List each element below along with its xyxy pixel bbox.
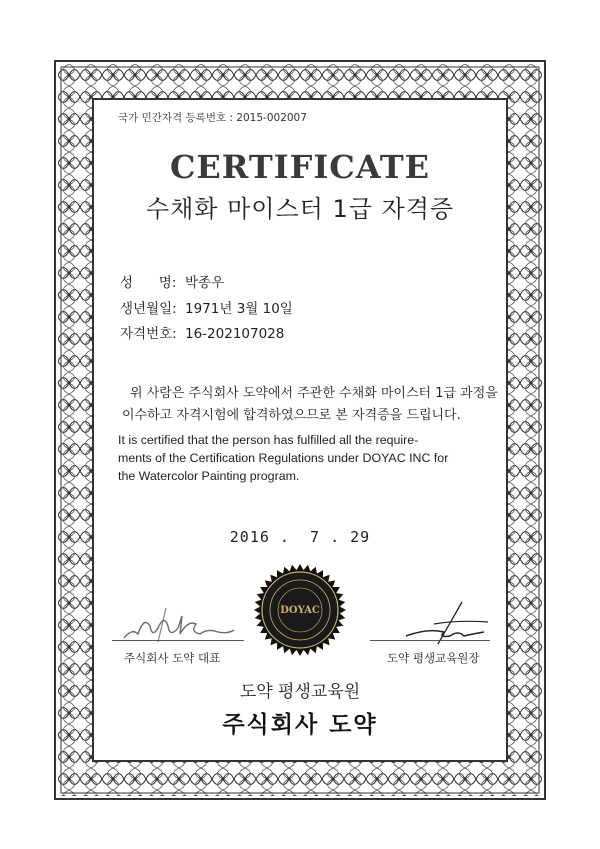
name-value: 박종우: [185, 275, 225, 291]
issuer-line-1: 도약 평생교육원: [239, 682, 361, 702]
seal-text: DOYAC: [280, 605, 320, 616]
field-name: [120, 271, 224, 291]
registration-number: 국가 민간자격 등록번호 : 2015-002007: [118, 112, 307, 124]
name-label: 성 명:: [120, 275, 177, 291]
field-birthdate: [120, 297, 293, 317]
signature-left: [118, 598, 238, 646]
issuer-line-2: 주식회사 도약: [222, 712, 378, 738]
signature-line-right: [370, 640, 490, 641]
title-english: CERTIFICATE: [169, 148, 431, 186]
body-english: [118, 431, 518, 485]
signature-label-right: 도약 평생교육원장: [387, 651, 480, 665]
title-korean: 수채화 마이스터 1급 자격증: [145, 195, 455, 223]
body-english-line: the Watercolor Painting program.: [118, 469, 300, 483]
birth-label: 생년월일:: [120, 301, 177, 317]
body-english-line: It is certified that the person has fulfilled all the require-: [118, 433, 419, 447]
cert-value: 16-202107028: [185, 326, 285, 342]
birth-value: 1971년 3월 10일: [185, 301, 293, 317]
issue-date: 2016 . 7 . 29: [229, 528, 371, 546]
signature-label-left: 주식회사 도약 대표: [124, 651, 221, 665]
body-korean-line: 이수하고 자격시험에 합격하였으므로 본 자격증을 드립니다.: [122, 408, 461, 423]
body-korean: [122, 383, 502, 427]
field-cert-number: [120, 322, 284, 342]
body-english-line: ments of the Certification Regulations under DOYAC INC for: [118, 451, 449, 465]
signature-line-left: [112, 640, 244, 641]
cert-label: 자격번호:: [120, 326, 177, 342]
body-korean-line: 위 사람은 주식회사 도약에서 주관한 수채화 마이스터 1급 과정을: [130, 386, 498, 401]
official-seal: [253, 563, 347, 657]
